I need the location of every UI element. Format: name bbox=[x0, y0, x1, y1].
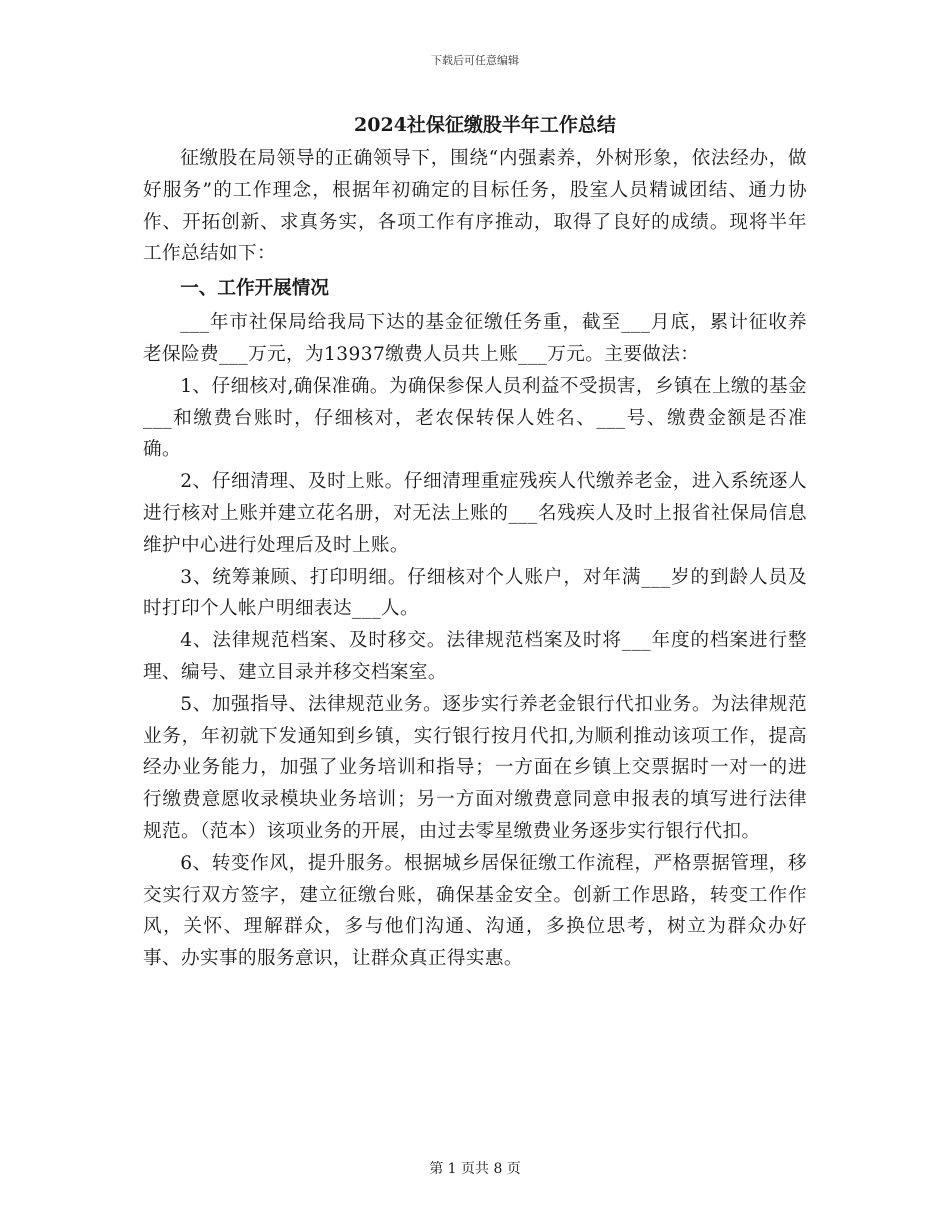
list-item: 3、统筹兼顾、打印明细。仔细核对个人账户，对年满___岁的到龄人员及时打印个人帐户明细表达___人。 bbox=[143, 566, 807, 620]
intro-paragraph: 征缴股在局领导的正确领导下，围绕“内强素养，外树形象，依法经办，做好服务”的工作理念，根据年初确定的目标任务，股室人员精诚团结、通力协作、开拓创新、求真务实，各项工作有序推动，取得了良好的成绩。现将半年工作总结如下： bbox=[143, 148, 807, 265]
section-summary-paragraph: ___年市社保局给我局下达的基金征缴任务重，截至___月底，累计征收养老保险费___万元，为13937缴费人员共上账___万元。主要做法： bbox=[143, 312, 807, 365]
list-item: 4、法律规范档案、及时移交。法律规范档案及时将___年度的档案进行整理、编号、建立目录并移交档案室。 bbox=[143, 630, 807, 683]
list-item: 2、仔细清理、及时上账。仔细清理重症残疾人代缴养老金，进入系统逐人进行核对上账并建立花名册，对无法上账的___名残疾人及时上报省社保局信息维护中心进行处理后及时上账。 bbox=[143, 471, 807, 556]
list-item: 6、转变作风，提升服务。根据城乡居保征缴工作流程，严格票据管理，移交实行双方签字，建立征缴台账，确保基金安全。创新工作思路，转变工作作风，关怀、理解群众，多与他们沟通、沟通，多换位思考，树立为群众办好事、办实事的服务意识，让群众真正得实惠。 bbox=[143, 852, 807, 970]
document-body bbox=[143, 108, 807, 975]
list-item: 5、加强指导、法律规范业务。逐步实行养老金银行代扣业务。为法律规范业务，年初就下发通知到乡镇，实行银行按月代扣,为顺利推动该项工作，提高经办业务能力，加强了业务培训和指导；一方面在乡镇上交票据时一对一的进行缴费意愿收录模块业务培训；另一方面对缴费意同意申报表的填写进行法律规范。（范本）该项业务的开展，由过去零星缴费业务逐步实行银行代扣。 bbox=[143, 693, 807, 842]
list-item: 1、仔细核对,确保准确。为确保参保人员利益不受损害，乡镇在上缴的基金___和缴费台账时，仔细核对，老农保转保人姓名、___号、缴费金额是否准确。 bbox=[143, 375, 807, 461]
page-number: 第 1 页共 8 页 bbox=[429, 1161, 521, 1177]
document-title: 2024社保征缴股半年工作总结 bbox=[354, 114, 616, 136]
page-header: 下载后可任意编辑 bbox=[431, 54, 519, 67]
section-heading: 一、工作开展情况 bbox=[180, 278, 329, 300]
